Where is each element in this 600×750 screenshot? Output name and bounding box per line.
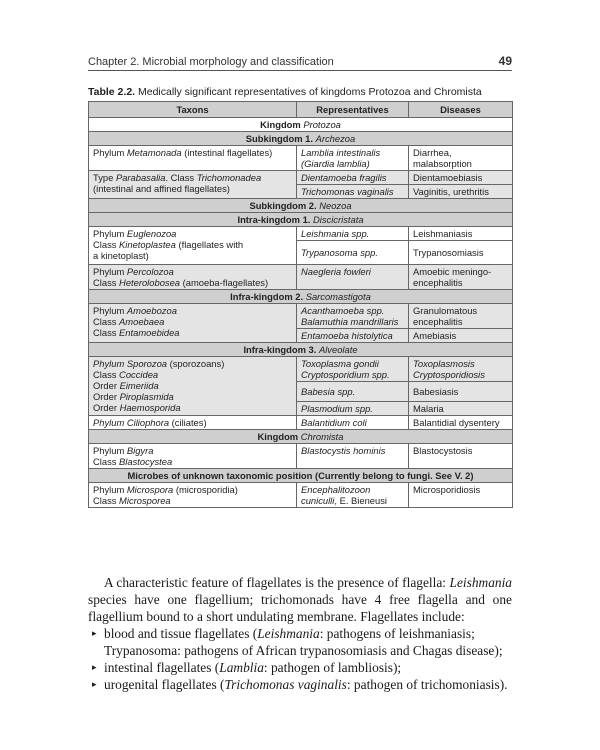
representative-cell (297, 382, 409, 402)
disease: Malaria (413, 403, 444, 414)
table-caption (88, 86, 512, 98)
representative-cell (297, 304, 409, 329)
taxon-name: Blastocystea (119, 456, 173, 467)
species: Naegleria fowleri (301, 266, 371, 277)
table-row-ciliophora (89, 416, 513, 430)
text: Phylum (93, 228, 127, 239)
disease: Microsporidiosis (413, 484, 481, 495)
section-label: Infra-kingdom 2. (230, 291, 306, 302)
section-taxon: Neozoa (319, 200, 352, 211)
text: Class (93, 239, 120, 250)
chapter-title: Chapter 2. Microbial morphology and classification (88, 56, 334, 68)
section-label: Kingdom (260, 119, 304, 130)
text: . Class (165, 172, 197, 183)
taxon-name: Eimeriida (119, 380, 159, 391)
list-item (88, 676, 512, 693)
section-label: Intra-kingdom 1. (237, 214, 313, 225)
text: Phylum (93, 266, 127, 277)
text: Class (93, 456, 120, 467)
disease-cell (409, 444, 513, 469)
taxon-name: Piroplasmida (119, 391, 174, 402)
table-caption-text: Medically significant representatives of kingdoms Protozoa and Chromista (135, 86, 482, 98)
disease-cell (409, 171, 513, 185)
taxon-cell (89, 357, 297, 416)
infra-kingdom-sarcomastigota-row (89, 290, 513, 304)
representative-cell (297, 146, 409, 171)
section-taxon: Chromista (300, 431, 344, 442)
header-rule (88, 70, 512, 71)
taxon-name: Metamonada (126, 147, 182, 158)
unknown-position-row (89, 469, 513, 483)
list-item (88, 659, 512, 676)
text: Order (93, 391, 120, 402)
disease: Toxoplasmosis (413, 358, 475, 369)
taxon-name: Phylum Ciliophora (93, 417, 170, 428)
text: Class (93, 327, 120, 338)
representative-cell (297, 329, 409, 343)
kingdom-protozoa-row (89, 118, 513, 132)
section-taxon: Sarcomastigota (305, 291, 371, 302)
disease: Amoebic meningo- (413, 266, 492, 277)
text: Leishmania (449, 575, 512, 590)
species: Entamoeba histolytica (301, 330, 393, 341)
disease-cell (409, 329, 513, 343)
disease-cell (409, 146, 513, 171)
section-taxon: Discicristata (313, 214, 364, 225)
text: (intestinal flagellates) (181, 147, 273, 158)
header-representatives: Representatives (297, 102, 409, 118)
disease-cell (409, 227, 513, 241)
taxonomy-table (88, 101, 513, 508)
paragraph (88, 574, 512, 625)
text: Phylum (93, 484, 127, 495)
text: a kinetoplast) (93, 250, 149, 261)
species: Acanthamoeba spp. (301, 305, 385, 316)
species: Trichomonas vaginalis (301, 186, 394, 197)
infra-kingdom-alveolate-row (89, 343, 513, 357)
disease: encephalitis (413, 316, 463, 327)
disease-cell (409, 265, 513, 290)
species: Encephalitozoon (301, 484, 371, 495)
disease: Amebiasis (413, 330, 457, 341)
taxon-cell (89, 146, 297, 171)
representative-cell (297, 444, 409, 469)
taxon-name: Bigyra (126, 445, 154, 456)
text: Phylum (93, 445, 127, 456)
table-label: Table 2.2. (88, 86, 136, 98)
species: Lamblia intestinalis (301, 147, 381, 158)
taxon-cell (89, 444, 297, 469)
text: (microsporidia) (173, 484, 238, 495)
table-row-percolozoa (89, 265, 513, 290)
table-row-microspora (89, 483, 513, 508)
disease: Diarrhea, (413, 147, 452, 158)
header-taxons: Taxons (89, 102, 297, 118)
taxon-name: Euglenozoa (126, 228, 177, 239)
text: Trichomonas vaginalis (224, 677, 347, 692)
text: Type (93, 172, 116, 183)
text: A characteristic feature of flagellates is the presence of flagella: (104, 575, 450, 590)
text: Class (93, 316, 120, 327)
subkingdom-archezoa-row (89, 132, 513, 146)
disease-cell (409, 416, 513, 430)
taxon-name: Microspora (126, 484, 174, 495)
section-label: Kingdom (257, 431, 301, 442)
section-taxon: Archezoa (315, 133, 356, 144)
taxon-cell (89, 416, 297, 430)
text: (intestinal and affined flagellates) (93, 183, 230, 194)
bullet-icon: ▸ (92, 662, 97, 672)
taxon-name: Parabasalia (115, 172, 166, 183)
disease: Balantidial dysentery (413, 417, 500, 428)
header-diseases: Diseases (409, 102, 513, 118)
text: Leishmania (257, 626, 320, 641)
text: Phylum (93, 147, 127, 158)
disease: Babesiasis (413, 386, 459, 397)
text: : pathogens of leishmaniasis; Trypanosoma: pathogens of African trypanosomiasis and Chagas disease); (104, 626, 503, 658)
disease: Granulomatous (413, 305, 478, 316)
running-header (88, 54, 512, 68)
species: Dientamoeba fragilis (301, 172, 387, 183)
text: Class (93, 369, 120, 380)
disease: Dientamoebiasis (413, 172, 483, 183)
kingdom-chromista-row (89, 430, 513, 444)
page-number: 49 (498, 54, 512, 68)
disease: Blastocystosis (413, 445, 473, 456)
taxon-name: Amoebaea (119, 316, 165, 327)
text: (amoeba-flagellates) (180, 277, 269, 288)
representative-cell (297, 402, 409, 416)
species: Balamuthia mandrillaris (301, 316, 399, 327)
table-row-parabasalia (89, 171, 513, 185)
species: Plasmodium spp. (301, 403, 373, 414)
representative-cell (297, 227, 409, 241)
species: Leishmania spp. (301, 228, 370, 239)
text: (ciliates) (169, 417, 207, 428)
species: Balantidium coli (301, 417, 367, 428)
text: (flagellates with (175, 239, 244, 250)
text: (sporozoans) (167, 358, 225, 369)
text: : pathogen of trichomoniasis). (346, 677, 508, 692)
disease: Trypanosomiasis (413, 247, 484, 258)
taxon-name: Kinetoplastea (119, 239, 176, 250)
infra-kingdom-discicristata-row (89, 213, 513, 227)
species: (Giardia lamblia) (301, 158, 370, 169)
disease: Cryptosporidiosis (413, 369, 485, 380)
taxon-cell (89, 304, 297, 343)
section-label: Subkingdom 1. (245, 133, 316, 144)
representative-cell (297, 416, 409, 430)
taxon-name: Heterolobosea (119, 277, 181, 288)
representative-cell (297, 185, 409, 199)
disease-cell (409, 241, 513, 265)
section-label: Infra-kingdom 3. (243, 344, 319, 355)
disease: Vaginitis, urethritis (413, 186, 489, 197)
taxon-name: Percolozoa (126, 266, 174, 277)
table-row-amoebozoa (89, 304, 513, 329)
disease-cell (409, 357, 513, 382)
species: Blastocystis hominis (301, 445, 386, 456)
text: Lamblia (219, 660, 264, 675)
text: Class (93, 277, 120, 288)
disease: malabsorption (413, 158, 472, 169)
text: : pathogen of lambliosis); (263, 660, 402, 675)
taxon-name: Entamoebidea (119, 327, 180, 338)
disease-cell (409, 185, 513, 199)
section-label: Subkingdom 2. (249, 200, 320, 211)
section-taxon: Alveolate (318, 344, 358, 355)
section-taxon: Protozoa (303, 119, 341, 130)
disease-cell (409, 483, 513, 508)
text: urogenital flagellates ( (104, 677, 225, 692)
disease-cell (409, 382, 513, 402)
species: Babesia spp. (301, 386, 356, 397)
text: species have one flagellium; trichomonads have 4 free flagella and one flagellium bound to a short undulating membrane. Flagellates include: (88, 592, 512, 624)
disease: Leishmaniasis (413, 228, 473, 239)
bullet-icon: ▸ (92, 628, 97, 638)
representative-cell (297, 171, 409, 185)
taxon-cell (89, 227, 297, 265)
bullet-icon: ▸ (92, 679, 97, 689)
representative-cell (297, 241, 409, 265)
taxon-name: Coccidea (119, 369, 159, 380)
disease-cell (409, 402, 513, 416)
disease: encephalitis (413, 277, 463, 288)
body-text (88, 574, 512, 693)
representative-cell (297, 357, 409, 382)
taxon-cell (89, 483, 297, 508)
subkingdom-neozoa-row (89, 199, 513, 213)
species: Cryptosporidium spp. (301, 369, 390, 380)
flagellates-list (88, 625, 512, 693)
species: , E. Bieneusi (334, 495, 387, 506)
representative-cell (297, 265, 409, 290)
text: Class (93, 495, 120, 506)
table-row-metamonada (89, 146, 513, 171)
table-row-bigyra (89, 444, 513, 469)
representative-cell (297, 483, 409, 508)
text: Order (93, 380, 120, 391)
taxon-name: Amoebozoa (126, 305, 177, 316)
table-row-sporozoa (89, 357, 513, 382)
taxon-name: Haemosporida (119, 402, 181, 413)
taxon-name: Trichomonadea (196, 172, 262, 183)
species: cuniculli (301, 495, 335, 506)
text: intestinal flagellates ( (104, 660, 220, 675)
taxon-name: Phylum Sporozoa (93, 358, 167, 369)
taxon-cell (89, 265, 297, 290)
list-item (88, 625, 512, 659)
taxon-cell (89, 171, 297, 199)
species: Toxoplasma gondii (301, 358, 379, 369)
table-row-euglenozoa (89, 227, 513, 241)
table-header-row (89, 102, 513, 118)
taxon-name: Microsporea (119, 495, 171, 506)
disease-cell (409, 304, 513, 329)
text: Phylum (93, 305, 127, 316)
section-label: Microbes of unknown taxonomic position (Currently belong to fungi. See V. 2) (89, 469, 513, 483)
text: blood and tissue flagellates ( (104, 626, 258, 641)
species: Trypanosoma spp. (301, 247, 378, 258)
text: Order (93, 402, 120, 413)
